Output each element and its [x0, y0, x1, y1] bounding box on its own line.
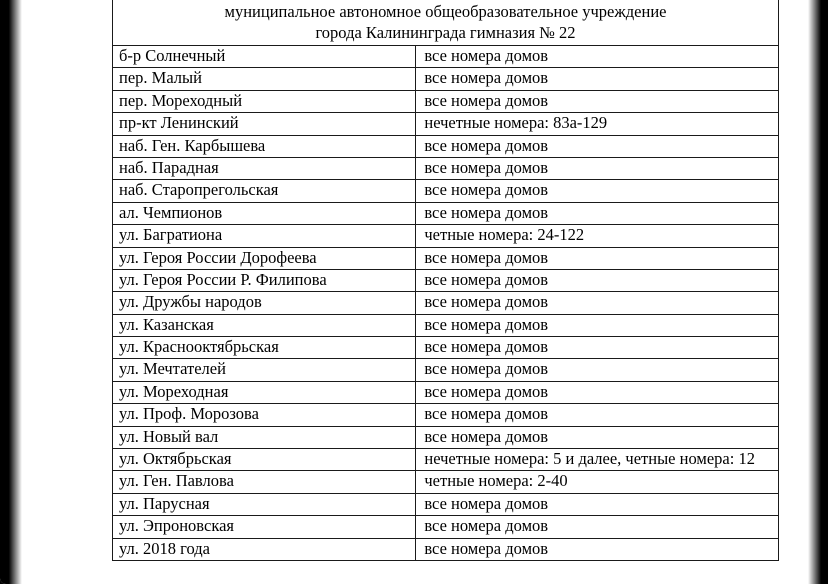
houses-cell	[416, 269, 779, 291]
street-name: ул. Героя России Дорофеева	[119, 247, 317, 267]
houses-cell	[416, 292, 779, 314]
street-cell	[113, 314, 416, 336]
street-name: ул. Новый вал	[119, 426, 219, 446]
house-numbers: нечетные номера: 83а-129	[424, 113, 608, 133]
street-cell	[113, 471, 416, 493]
table-row	[113, 202, 779, 224]
house-numbers: все номера домов	[424, 180, 549, 200]
table-row	[113, 113, 779, 135]
street-cell	[113, 157, 416, 179]
house-numbers: все номера домов	[424, 157, 549, 177]
house-numbers: все номера домов	[424, 292, 549, 312]
houses-cell	[416, 46, 779, 68]
street-cell	[113, 359, 416, 381]
street-name: ул. 2018 года	[119, 538, 210, 558]
street-cell	[113, 516, 416, 538]
street-name: ул. Краснооктябрьская	[119, 337, 279, 357]
table-row	[113, 314, 779, 336]
street-cell	[113, 426, 416, 448]
house-numbers: четные номера: 2-40	[424, 471, 568, 491]
street-name: ул. Ген. Павлова	[119, 471, 234, 491]
street-cell	[113, 247, 416, 269]
house-numbers: все номера домов	[424, 337, 549, 357]
street-name: пр-кт Ленинский	[119, 113, 239, 133]
street-cell	[113, 180, 416, 202]
street-name: пер. Малый	[119, 68, 202, 88]
houses-cell	[416, 247, 779, 269]
street-cell	[113, 493, 416, 515]
house-numbers: все номера домов	[424, 426, 549, 446]
houses-cell	[416, 157, 779, 179]
street-cell	[113, 404, 416, 426]
houses-cell	[416, 314, 779, 336]
table-row	[113, 471, 779, 493]
street-cell	[113, 46, 416, 68]
house-numbers: все номера домов	[424, 46, 549, 65]
table-row	[113, 46, 779, 68]
house-numbers: все номера домов	[424, 90, 549, 110]
street-name: ул. Казанская	[119, 314, 214, 334]
street-name: ул. Дружбы народов	[119, 292, 262, 312]
houses-cell	[416, 404, 779, 426]
street-cell	[113, 292, 416, 314]
houses-cell	[416, 538, 779, 560]
houses-cell	[416, 90, 779, 112]
street-name: ул. Багратиона	[119, 225, 223, 245]
table-row	[113, 225, 779, 247]
table-row	[113, 90, 779, 112]
street-name: ул. Героя России Р. Филипова	[119, 269, 327, 289]
house-numbers: нечетные номера: 5 и далее, четные номера: 12	[424, 449, 755, 469]
houses-cell	[416, 449, 779, 471]
houses-cell	[416, 202, 779, 224]
street-name: наб. Ген. Карбышева	[119, 135, 266, 155]
house-numbers: все номера домов	[424, 359, 549, 379]
street-name: ул. Мечтателей	[119, 359, 226, 379]
table-row	[113, 180, 779, 202]
house-numbers: все номера домов	[424, 516, 549, 536]
street-name: пер. Мореходный	[119, 90, 243, 110]
houses-cell	[416, 471, 779, 493]
table-row	[113, 292, 779, 314]
table-row	[113, 157, 779, 179]
address-table-body	[113, 0, 779, 560]
table-row	[113, 135, 779, 157]
houses-cell	[416, 225, 779, 247]
street-cell	[113, 381, 416, 403]
street-cell	[113, 337, 416, 359]
houses-cell	[416, 493, 779, 515]
street-name: ул. Проф. Морозова	[119, 404, 259, 424]
street-cell	[113, 135, 416, 157]
street-name: ул. Эпроновская	[119, 516, 235, 536]
houses-cell	[416, 381, 779, 403]
house-numbers: все номера домов	[424, 202, 549, 222]
house-numbers: все номера домов	[424, 381, 549, 401]
houses-cell	[416, 359, 779, 381]
school-name-line2: города Калининграда гимназия № 22	[315, 23, 576, 42]
table-row	[113, 449, 779, 471]
street-cell	[113, 202, 416, 224]
table-row	[113, 426, 779, 448]
house-numbers: все номера домов	[424, 538, 549, 558]
street-name: ул. Октябрьская	[119, 449, 232, 469]
table-row	[113, 337, 779, 359]
address-table	[112, 0, 779, 561]
street-name: ул. Парусная	[119, 493, 210, 513]
school-header-row	[113, 0, 779, 46]
house-numbers: все номера домов	[424, 135, 549, 155]
table-row	[113, 493, 779, 515]
houses-cell	[416, 337, 779, 359]
table-row	[113, 359, 779, 381]
street-cell	[113, 113, 416, 135]
school-name-line1: муниципальное автономное общеобразовательное учреждение	[224, 2, 667, 21]
house-numbers: все номера домов	[424, 269, 549, 289]
street-cell	[113, 90, 416, 112]
right-shadow	[808, 0, 828, 584]
street-cell	[113, 269, 416, 291]
school-name-cell	[113, 0, 779, 46]
houses-cell	[416, 135, 779, 157]
house-numbers: все номера домов	[424, 404, 549, 424]
houses-cell	[416, 180, 779, 202]
street-cell	[113, 538, 416, 560]
houses-cell	[416, 516, 779, 538]
street-name: б-р Солнечный	[119, 46, 226, 65]
street-name: ал. Чемпионов	[119, 202, 223, 222]
left-shadow	[0, 0, 22, 584]
street-cell	[113, 225, 416, 247]
houses-cell	[416, 113, 779, 135]
table-row	[113, 516, 779, 538]
table-row	[113, 247, 779, 269]
street-name: наб. Старопрегольская	[119, 180, 279, 200]
street-cell	[113, 449, 416, 471]
street-name: ул. Мореходная	[119, 381, 229, 401]
houses-cell	[416, 426, 779, 448]
houses-cell	[416, 68, 779, 90]
house-numbers: все номера домов	[424, 68, 549, 88]
house-numbers: все номера домов	[424, 247, 549, 267]
street-cell	[113, 68, 416, 90]
table-row	[113, 269, 779, 291]
table-row	[113, 381, 779, 403]
house-numbers: все номера домов	[424, 314, 549, 334]
house-numbers: четные номера: 24-122	[424, 225, 585, 245]
house-numbers: все номера домов	[424, 493, 549, 513]
table-row	[113, 538, 779, 560]
table-row	[113, 404, 779, 426]
table-row	[113, 68, 779, 90]
street-name: наб. Парадная	[119, 157, 219, 177]
